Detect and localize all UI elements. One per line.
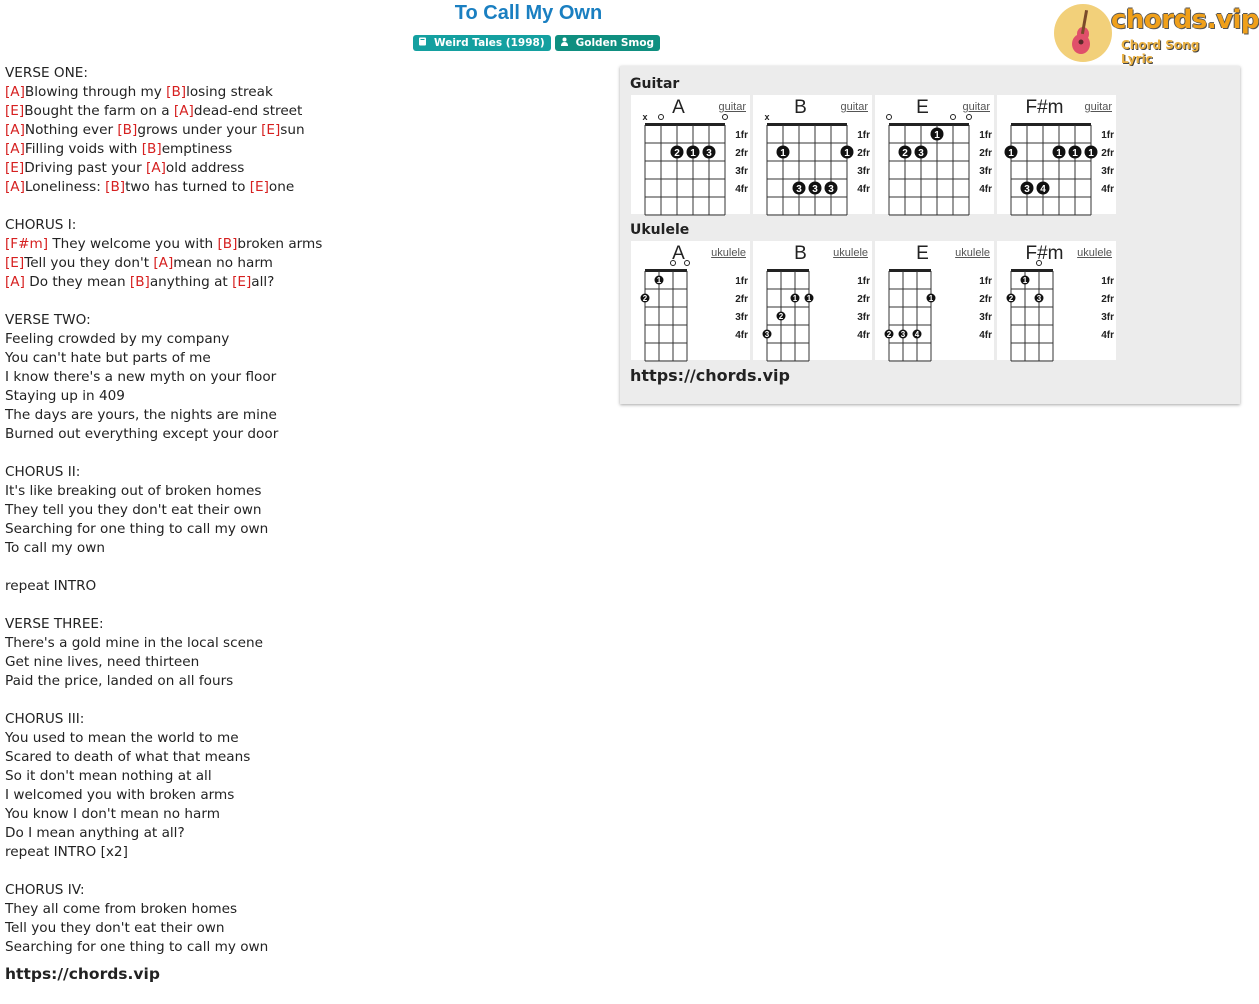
album-label: Weird Tales (1998) bbox=[434, 37, 545, 49]
fret-label: 3fr bbox=[979, 166, 992, 177]
lyric-text: You can't hate but parts of me bbox=[5, 350, 211, 366]
guitar-chord-card[interactable] bbox=[631, 95, 750, 214]
fret-label: 4fr bbox=[735, 184, 748, 195]
ukulele-link[interactable]: ukulele bbox=[833, 247, 868, 259]
lyric-text: Tell you they don't eat their own bbox=[5, 920, 225, 936]
nut bbox=[1011, 269, 1053, 272]
finger-number: 3 bbox=[706, 148, 712, 159]
lyric-line bbox=[5, 273, 605, 292]
open-string-mark bbox=[671, 261, 676, 266]
fretboard-diagram bbox=[753, 241, 872, 360]
lyric-line bbox=[5, 729, 605, 748]
fretboard-diagram bbox=[997, 95, 1116, 214]
lyric-text: You used to mean the world to me bbox=[5, 730, 239, 746]
logo-text: chords.vip bbox=[1111, 5, 1259, 35]
finger-number: 2 bbox=[886, 330, 892, 339]
lyric-line bbox=[5, 330, 605, 349]
chord-mark[interactable]: [E] bbox=[261, 122, 281, 138]
lyric-line bbox=[5, 254, 605, 273]
fret-label: 2fr bbox=[735, 148, 748, 159]
lyric-text: There's a gold mine in the local scene bbox=[5, 635, 263, 651]
fret-label: 3fr bbox=[735, 312, 748, 323]
lyric-line bbox=[5, 121, 605, 140]
lyric-text: Burned out everything except your door bbox=[5, 426, 279, 442]
lyric-text: VERSE THREE: bbox=[5, 616, 104, 632]
fret-label: 2fr bbox=[979, 148, 992, 159]
ukulele-chord-card[interactable] bbox=[631, 241, 750, 360]
nut bbox=[889, 123, 969, 126]
finger-number: 4 bbox=[1040, 184, 1046, 195]
artist-label: Golden Smog bbox=[575, 37, 655, 49]
nut bbox=[645, 123, 725, 126]
chord-mark[interactable]: [A] bbox=[5, 84, 25, 100]
chord-mark[interactable]: [E] bbox=[232, 274, 252, 290]
lyric-line bbox=[5, 235, 605, 254]
lyric-text: all? bbox=[251, 274, 275, 290]
lyric-line bbox=[5, 140, 605, 159]
fret-label: 1fr bbox=[735, 130, 748, 141]
chord-name: E bbox=[916, 243, 929, 264]
logo-subtitle: Chord Song Lyric bbox=[1121, 38, 1200, 66]
finger-number: 1 bbox=[928, 294, 934, 303]
ukulele-chord-card[interactable] bbox=[753, 241, 872, 360]
lyric-line bbox=[5, 159, 605, 178]
lyric-line bbox=[5, 64, 605, 83]
chord-mark[interactable]: [B] bbox=[217, 236, 238, 252]
lyrics-body bbox=[5, 64, 605, 984]
finger-number: 1 bbox=[844, 148, 850, 159]
open-string-mark bbox=[887, 115, 892, 120]
lyric-line bbox=[5, 368, 605, 387]
finger-number: 2 bbox=[674, 148, 680, 159]
finger-number: 1 bbox=[1008, 148, 1014, 159]
lyric-line bbox=[5, 482, 605, 501]
fret-label: 1fr bbox=[979, 276, 992, 287]
fret-label: 2fr bbox=[979, 294, 992, 305]
chord-name: F#m bbox=[1025, 97, 1064, 118]
finger-number: 2 bbox=[1008, 294, 1014, 303]
chord-mark[interactable]: [A] bbox=[5, 141, 25, 157]
lyric-text: Do they mean bbox=[24, 274, 130, 290]
lyric-text: CHORUS II: bbox=[5, 464, 81, 480]
fret-label: 4fr bbox=[857, 184, 870, 195]
chord-mark[interactable]: [A] bbox=[5, 179, 25, 195]
lyric-line bbox=[5, 178, 605, 197]
open-string-mark bbox=[1037, 261, 1042, 266]
ukulele-chord-card[interactable] bbox=[875, 241, 994, 360]
lyric-text: one bbox=[268, 179, 295, 195]
lyric-text: CHORUS I: bbox=[5, 217, 77, 233]
chord-mark[interactable]: [B] bbox=[117, 122, 138, 138]
guitar-link[interactable]: guitar bbox=[840, 101, 868, 113]
fret-label: 1fr bbox=[857, 276, 870, 287]
lyric-text: So it don't mean nothing at all bbox=[5, 768, 212, 784]
book-icon bbox=[418, 37, 427, 49]
finger-number: 1 bbox=[656, 276, 662, 285]
lyric-text: They tell you they don't eat their own bbox=[5, 502, 262, 518]
chord-mark[interactable]: [F#m] bbox=[5, 236, 49, 252]
lyric-text: repeat INTRO bbox=[5, 578, 97, 594]
fret-label: 1fr bbox=[857, 130, 870, 141]
fret-label: 2fr bbox=[1101, 148, 1114, 159]
lyric-text: Blowing through my bbox=[24, 84, 167, 100]
lyric-line bbox=[5, 425, 605, 444]
chord-mark[interactable]: [B] bbox=[129, 274, 150, 290]
lyric-text: two has turned to bbox=[125, 179, 250, 195]
fretboard-diagram bbox=[997, 241, 1116, 360]
chord-name: F#m bbox=[1025, 243, 1064, 264]
lyric-line bbox=[5, 596, 605, 615]
lyric-line bbox=[5, 406, 605, 425]
fretboard-diagram bbox=[753, 95, 872, 214]
lyric-text: repeat INTRO [x2] bbox=[5, 844, 128, 860]
fretboard-diagram bbox=[875, 95, 994, 214]
lyric-text: They welcome you with bbox=[48, 236, 218, 252]
lyric-line bbox=[5, 216, 605, 235]
guitar-link[interactable]: guitar bbox=[1084, 101, 1112, 113]
lyric-line bbox=[5, 197, 605, 216]
fretboard-diagram bbox=[631, 95, 750, 214]
finger-number: 1 bbox=[1056, 148, 1062, 159]
lyric-text: Filling voids with bbox=[24, 141, 142, 157]
guitar-chord-card[interactable] bbox=[875, 95, 994, 214]
lyric-line bbox=[5, 767, 605, 786]
guitar-link[interactable]: guitar bbox=[718, 101, 746, 113]
lyric-line bbox=[5, 83, 605, 102]
fret-label: 2fr bbox=[857, 294, 870, 305]
lyric-line bbox=[5, 881, 605, 900]
lyric-text: dead-end street bbox=[193, 103, 303, 119]
fret-label: 3fr bbox=[735, 166, 748, 177]
lyric-text: old address bbox=[165, 160, 245, 176]
fretboard-diagram bbox=[875, 241, 994, 360]
chord-mark[interactable]: [A] bbox=[153, 255, 174, 271]
guitar-chord-card[interactable] bbox=[997, 95, 1116, 214]
chord-mark[interactable]: [A] bbox=[173, 103, 194, 119]
open-string-mark bbox=[685, 261, 690, 266]
chord-name: A bbox=[672, 243, 685, 264]
lyric-line bbox=[5, 938, 605, 957]
fret-label: 3fr bbox=[1101, 312, 1114, 323]
lyric-line bbox=[5, 463, 605, 482]
guitar-logo-icon bbox=[1054, 4, 1112, 62]
fret-label: 3fr bbox=[1101, 166, 1114, 177]
fret-label: 1fr bbox=[1101, 130, 1114, 141]
lyric-text: Searching for one thing to call my own bbox=[5, 939, 269, 955]
lyric-line bbox=[5, 577, 605, 596]
song-badges bbox=[413, 35, 660, 51]
fret-label: 2fr bbox=[857, 148, 870, 159]
album-badge[interactable] bbox=[413, 35, 551, 51]
guitar-link[interactable]: guitar bbox=[962, 101, 990, 113]
lyric-line bbox=[5, 824, 605, 843]
finger-number: 2 bbox=[902, 148, 908, 159]
lyric-line bbox=[5, 558, 605, 577]
finger-number: 3 bbox=[918, 148, 924, 159]
finger-number: 3 bbox=[1024, 184, 1030, 195]
fret-label: 4fr bbox=[857, 330, 870, 341]
song-title: To Call My Own bbox=[454, 2, 603, 24]
lyric-line bbox=[5, 539, 605, 558]
lyric-line bbox=[5, 748, 605, 767]
fret-label: 3fr bbox=[979, 312, 992, 323]
panel-url[interactable]: https://chords.vip bbox=[630, 366, 790, 385]
lyric-line bbox=[5, 805, 605, 824]
lyric-line bbox=[5, 710, 605, 729]
fret-label: 4fr bbox=[979, 330, 992, 341]
finger-number: 2 bbox=[642, 294, 648, 303]
open-string-mark bbox=[951, 115, 956, 120]
lyric-text: CHORUS IV: bbox=[5, 882, 85, 898]
lyric-line bbox=[5, 691, 605, 710]
ukulele-link[interactable]: ukulele bbox=[1077, 247, 1112, 259]
muted-string-mark: x bbox=[764, 112, 770, 122]
lyric-text: Do I mean anything at all? bbox=[5, 825, 185, 841]
fret-label: 2fr bbox=[735, 294, 748, 305]
chord-diagram-panel bbox=[620, 66, 1240, 404]
lyric-line bbox=[5, 349, 605, 368]
fret-label: 1fr bbox=[1101, 276, 1114, 287]
lyric-text: sun bbox=[280, 122, 305, 138]
lyric-line bbox=[5, 672, 605, 691]
chord-name: B bbox=[794, 243, 807, 264]
chord-mark[interactable]: [B] bbox=[105, 179, 126, 195]
chord-mark[interactable]: [A] bbox=[5, 122, 25, 138]
open-string-mark bbox=[723, 115, 728, 120]
finger-number: 1 bbox=[1072, 148, 1078, 159]
nut bbox=[889, 269, 931, 272]
chord-mark[interactable]: [A] bbox=[146, 160, 166, 176]
chord-mark[interactable]: [B] bbox=[166, 84, 187, 100]
lyric-text: Feeling crowded by my company bbox=[5, 331, 230, 347]
lyric-text: anything at bbox=[149, 274, 233, 290]
fret-label: 3fr bbox=[857, 312, 870, 323]
lyrics-url[interactable]: https://chords.vip bbox=[5, 965, 160, 983]
fret-label: 4fr bbox=[1101, 330, 1114, 341]
lyric-line bbox=[5, 919, 605, 938]
finger-number: 1 bbox=[934, 130, 940, 141]
chord-mark[interactable]: [A] bbox=[5, 274, 25, 290]
lyric-text: CHORUS III: bbox=[5, 711, 85, 727]
lyric-line bbox=[5, 900, 605, 919]
fretboard-diagram bbox=[631, 241, 750, 360]
lyric-text: grows under your bbox=[137, 122, 262, 138]
lyric-text: Searching for one thing to call my own bbox=[5, 521, 269, 537]
lyric-text: Nothing ever bbox=[24, 122, 118, 138]
finger-number: 1 bbox=[1088, 148, 1094, 159]
open-string-mark bbox=[659, 115, 664, 120]
lyric-text: The days are yours, the nights are mine bbox=[5, 407, 277, 423]
lyric-line bbox=[5, 520, 605, 539]
lyric-text: Driving past your bbox=[24, 160, 147, 176]
artist-badge[interactable] bbox=[555, 35, 660, 51]
lyric-text: Scared to death of what that means bbox=[5, 749, 251, 765]
fret-label: 3fr bbox=[857, 166, 870, 177]
finger-number: 3 bbox=[1036, 294, 1042, 303]
fret-label: 4fr bbox=[979, 184, 992, 195]
nut bbox=[767, 269, 809, 272]
fret-label: 4fr bbox=[1101, 184, 1114, 195]
user-icon bbox=[560, 37, 569, 49]
ukulele-chord-card[interactable] bbox=[997, 241, 1116, 360]
lyric-text: I welcomed you with broken arms bbox=[5, 787, 235, 803]
lyric-text: I know there's a new myth on your floor bbox=[5, 369, 277, 385]
chord-mark[interactable]: [E] bbox=[5, 103, 25, 119]
fret-label: 2fr bbox=[1101, 294, 1114, 305]
finger-number: 4 bbox=[914, 330, 920, 339]
chord-name: B bbox=[794, 97, 807, 118]
chord-mark[interactable]: [E] bbox=[5, 160, 25, 176]
fret-label: 1fr bbox=[979, 130, 992, 141]
chord-name: E bbox=[916, 97, 929, 118]
nut bbox=[645, 269, 687, 272]
lyric-text: VERSE TWO: bbox=[5, 312, 91, 328]
lyric-text: Paid the price, landed on all fours bbox=[5, 673, 234, 689]
lyric-text: They all come from broken homes bbox=[5, 901, 238, 917]
lyric-line bbox=[5, 615, 605, 634]
lyric-text: losing streak bbox=[186, 84, 273, 100]
lyric-text: Get nine lives, need thirteen bbox=[5, 654, 200, 670]
lyric-line bbox=[5, 292, 605, 311]
lyric-text: Tell you they don't bbox=[24, 255, 154, 271]
chord-mark[interactable]: [B] bbox=[141, 141, 162, 157]
nut bbox=[1011, 123, 1091, 126]
lyric-line bbox=[5, 843, 605, 862]
finger-number: 1 bbox=[780, 148, 786, 159]
finger-number: 3 bbox=[812, 184, 818, 195]
chord-mark[interactable]: [E] bbox=[249, 179, 269, 195]
ukulele-link[interactable]: ukulele bbox=[955, 247, 990, 259]
finger-number: 1 bbox=[1022, 276, 1028, 285]
finger-number: 2 bbox=[778, 312, 784, 321]
finger-number: 3 bbox=[900, 330, 906, 339]
chord-name: A bbox=[672, 97, 685, 118]
site-logo[interactable] bbox=[1053, 3, 1259, 66]
lyric-text: Bought the farm on a bbox=[24, 103, 174, 119]
open-string-mark bbox=[967, 115, 972, 120]
nut bbox=[767, 123, 847, 126]
ukulele-section-label: Ukulele bbox=[630, 222, 690, 238]
finger-number: 3 bbox=[796, 184, 802, 195]
finger-number: 1 bbox=[806, 294, 812, 303]
chord-mark[interactable]: [E] bbox=[5, 255, 25, 271]
lyric-text: You know I don't mean no harm bbox=[5, 806, 220, 822]
lyric-line bbox=[5, 653, 605, 672]
finger-number: 3 bbox=[764, 330, 770, 339]
finger-number: 1 bbox=[792, 294, 798, 303]
lyric-line bbox=[5, 387, 605, 406]
lyric-text: To call my own bbox=[5, 540, 105, 556]
lyric-text: broken arms bbox=[237, 236, 323, 252]
finger-number: 1 bbox=[690, 148, 696, 159]
muted-string-mark: x bbox=[642, 112, 648, 122]
fret-label: 4fr bbox=[735, 330, 748, 341]
lyric-line bbox=[5, 102, 605, 121]
lyric-line bbox=[5, 311, 605, 330]
guitar-section-label: Guitar bbox=[630, 76, 680, 92]
lyric-text: Loneliness: bbox=[24, 179, 106, 195]
ukulele-link[interactable]: ukulele bbox=[711, 247, 746, 259]
lyric-text: It's like breaking out of broken homes bbox=[5, 483, 262, 499]
lyric-line bbox=[5, 444, 605, 463]
fret-label: 1fr bbox=[735, 276, 748, 287]
lyric-line bbox=[5, 634, 605, 653]
lyric-line bbox=[5, 786, 605, 805]
guitar-chord-card[interactable] bbox=[753, 95, 872, 214]
lyric-line bbox=[5, 501, 605, 520]
finger-number: 3 bbox=[828, 184, 834, 195]
lyric-line bbox=[5, 862, 605, 881]
lyric-text: mean no harm bbox=[173, 255, 273, 271]
lyric-text: emptiness bbox=[161, 141, 233, 157]
lyric-text: Staying up in 409 bbox=[5, 388, 125, 404]
lyric-text: VERSE ONE: bbox=[5, 65, 88, 81]
